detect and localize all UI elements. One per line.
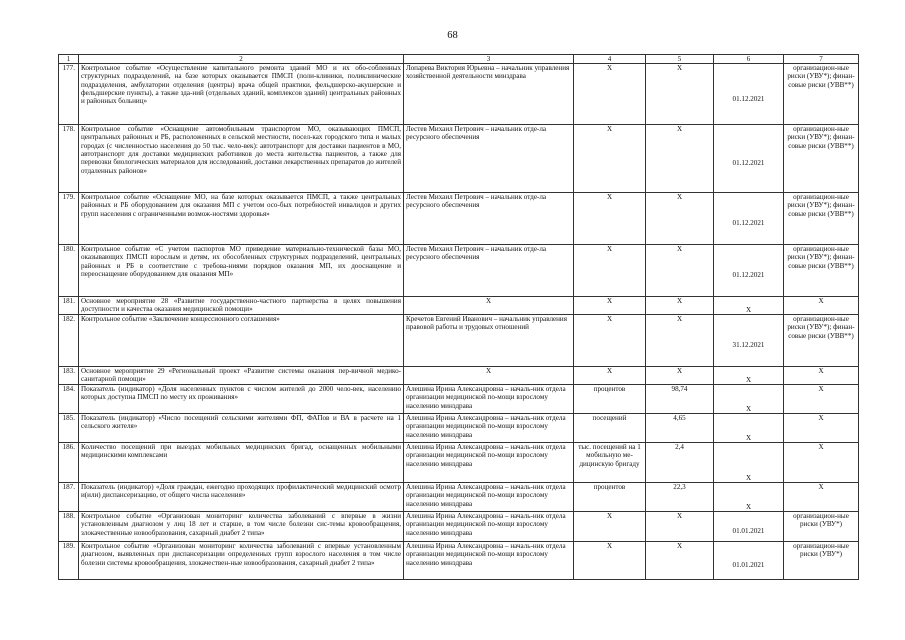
- risk-cell: X: [784, 483, 859, 512]
- responsible-person: X: [404, 297, 574, 315]
- row-number: 180.: [59, 245, 79, 297]
- unit-cell: X: [574, 297, 646, 315]
- value-cell: X: [646, 542, 714, 580]
- row-number: 189.: [59, 542, 79, 580]
- header-col-6: 6: [714, 55, 784, 64]
- risk-cell: организацион-ные риски (УВУ*); финан-совые риски (УВВ**): [784, 315, 859, 367]
- value-cell: X: [646, 297, 714, 315]
- row-number: 177.: [59, 64, 79, 125]
- date-cell: 01.12.2021: [714, 245, 784, 297]
- responsible-person: Лестев Михаил Петрович – начальник отде-ла ресурсного обеспечения: [404, 193, 574, 245]
- value-cell: 2,4: [646, 443, 714, 483]
- header-row: [59, 55, 859, 64]
- value-cell: 4,65: [646, 414, 714, 443]
- date-cell: 01.12.2021: [714, 125, 784, 193]
- measures-table: [58, 54, 859, 580]
- unit-cell: тыс. посещений на 1 мобильную ме-дицинскую бригаду: [574, 443, 646, 483]
- event-text: Контрольное событие «Осуществление капитального ремонта зданий МО и их обо-собленных структурных подразделений, на базе которых оказывается ПМСП (поли-клиники, поликлинические подразделения, амбулатории отделения (центры) врача общей практики, фельдшерско-акушерские и фельдшерские пункты), а также зда-ний (отдельных зданий, комплексов зданий) центральных районных и районных больниц»: [79, 64, 404, 125]
- table-row: [59, 245, 859, 297]
- risk-cell: организацион-ные риски (УВУ*): [784, 542, 859, 580]
- event-text: Контрольное событие «Организован мониторинг количества заболеваний с впервые установленным диагнозом, выявленных при диспансеризации определенных групп взрослого населения в том числе болезни системы кровообращения, злокачествен-ные новообразования, сахарный диабет 2 типа»: [79, 542, 404, 580]
- event-text: Контрольное событие «Оснащение автомобильным транспортом МО, оказывающих ПМСП, центральных районных и РБ, расположенных в сельской местности, посел-ках городского типа и малых городах (с численностью населения до 50 тыс. чело-век): автотранспорт для доставки пациентов в МО, автотранспорт для доставки медицинских работников до места жительства пациентов, а также для перевозки биологических материалов для исследований, доставки лекарственных препаратов до жителей отдаленных районов»: [79, 125, 404, 193]
- date-cell: X: [714, 385, 784, 414]
- header-col-3: 3: [404, 55, 574, 64]
- unit-cell: X: [574, 193, 646, 245]
- row-number: 188.: [59, 512, 79, 542]
- event-text: Контрольное событие «Организован мониторинг количества заболеваний с впервые в жизни установленным диагнозом у лиц 18 лет и старше, в том числе болезни сис-темы кровообращения, злокачественные новообразования, сахарный диабет 2 типа»: [79, 512, 404, 542]
- responsible-person: Алешина Ирина Александровна – началь-ник отдела организации медицинской по-мощи взрослому населению минздрава: [404, 483, 574, 512]
- unit-cell: процентов: [574, 483, 646, 512]
- risk-cell: организацион-ные риски (УВУ*); финан-совые риски (УВВ**): [784, 64, 859, 125]
- risk-cell: организацион-ные риски (УВУ*); финан-совые риски (УВВ**): [784, 193, 859, 245]
- date-cell: X: [714, 414, 784, 443]
- header-col-4: 4: [574, 55, 646, 64]
- header-col-7: 7: [784, 55, 859, 64]
- unit-cell: X: [574, 245, 646, 297]
- value-cell: X: [646, 245, 714, 297]
- event-text: Показатель (индикатор) «Доля населенных пунктов с числом жителей до 2000 чело-век, населению которых доступна ПМСП по месту их проживания»: [79, 385, 404, 414]
- value-cell: X: [646, 64, 714, 125]
- row-number: 181.: [59, 297, 79, 315]
- table-row: [59, 483, 859, 512]
- responsible-person: Алешина Ирина Александровна – началь-ник отдела организации медицинской по-мощи взрослому населению минздрава: [404, 385, 574, 414]
- date-cell: X: [714, 483, 784, 512]
- header-col-5: 5: [646, 55, 714, 64]
- date-cell: X: [714, 367, 784, 385]
- responsible-person: Алешина Ирина Александровна – началь-ник отдела организации медицинской по-мощи взрослому населению минздрава: [404, 542, 574, 580]
- responsible-person: Лестев Михаил Петрович – начальник отде-ла ресурсного обеспечения: [404, 245, 574, 297]
- row-number: 187.: [59, 483, 79, 512]
- table-row: [59, 385, 859, 414]
- event-text: Показатель (индикатор) «Доля граждан, ежегодно проходящих профилактический медицинский осмотр и(или) диспансеризацию, от общего числа населения»: [79, 483, 404, 512]
- row-number: 183.: [59, 367, 79, 385]
- risk-cell: организацион-ные риски (УВУ*); финан-совые риски (УВВ**): [784, 125, 859, 193]
- value-cell: X: [646, 125, 714, 193]
- table-row: [59, 125, 859, 193]
- unit-cell: X: [574, 542, 646, 580]
- table-row: [59, 64, 859, 125]
- table-row: [59, 443, 859, 483]
- responsible-person: Алешина Ирина Александровна – началь-ник отдела организации медицинской по-мощи взрослому населению минздрава: [404, 512, 574, 542]
- header-col-2: 2: [79, 55, 404, 64]
- risk-cell: организацион-ные риски (УВУ*): [784, 512, 859, 542]
- responsible-person: Алешина Ирина Александровна – началь-ник отдела организации медицинской по-мощи взрослому населению минздрава: [404, 414, 574, 443]
- value-cell: X: [646, 315, 714, 367]
- value-cell: X: [646, 367, 714, 385]
- event-text: Основное мероприятие 28 «Развитие государственно-частного партнерства в целях повышения доступности и качества оказания медицинской помощи»: [79, 297, 404, 315]
- value-cell: 98,74: [646, 385, 714, 414]
- risk-cell: X: [784, 297, 859, 315]
- row-number: 186.: [59, 443, 79, 483]
- table-row: [59, 414, 859, 443]
- responsible-person: Кречетов Евгений Иванович – начальник управления правовой работы и трудовых отношений: [404, 315, 574, 367]
- event-text: Показатель (индикатор) «Число посещений сельскими жителями ФП, ФАПов и ВА в расчете на 1 сельского жителя»: [79, 414, 404, 443]
- unit-cell: X: [574, 367, 646, 385]
- row-number: 182.: [59, 315, 79, 367]
- value-cell: X: [646, 193, 714, 245]
- page-number: 68: [447, 30, 458, 41]
- responsible-person: Лопарева Виктория Юрьевна – начальник управления хозяйственной деятельности минздрава: [404, 64, 574, 125]
- event-text: Основное мероприятие 29 «Региональный проект «Развитие системы оказания пер-вичной медико-санитарной помощи»: [79, 367, 404, 385]
- table-row: [59, 315, 859, 367]
- date-cell: 31.12.2021: [714, 315, 784, 367]
- date-cell: 01.01.2021: [714, 542, 784, 580]
- row-number: 184.: [59, 385, 79, 414]
- event-text: Контрольное событие «С учетом паспортов МО приведение материально-технической базы МО, оказывающих ПМСП взрослым и детям, их обособленных структурных подразделений, центральных районных и РБ в соответствие с требова-ниями порядков оказания МП, их дооснащение и переоснащение оборудованием для оказания МП»: [79, 245, 404, 297]
- risk-cell: X: [784, 367, 859, 385]
- unit-cell: X: [574, 125, 646, 193]
- unit-cell: X: [574, 512, 646, 542]
- responsible-person: Лестев Михаил Петрович – начальник отде-ла ресурсного обеспечения: [404, 125, 574, 193]
- unit-cell: посещений: [574, 414, 646, 443]
- row-number: 185.: [59, 414, 79, 443]
- responsible-person: Алешина Ирина Александровна – началь-ник отдела организации медицинской по-мощи взрослому населению минздрава: [404, 443, 574, 483]
- event-text: Контрольное событие «Заключение концессионного соглашения»: [79, 315, 404, 367]
- responsible-person: X: [404, 367, 574, 385]
- table-row: [59, 297, 859, 315]
- table-row: [59, 512, 859, 542]
- table-row: [59, 193, 859, 245]
- date-cell: X: [714, 443, 784, 483]
- table-row: [59, 367, 859, 385]
- date-cell: 01.12.2021: [714, 64, 784, 125]
- risk-cell: организацион-ные риски (УВУ*); финан-совые риски (УВВ**): [784, 245, 859, 297]
- row-number: 179.: [59, 193, 79, 245]
- date-cell: 01.12.2021: [714, 193, 784, 245]
- date-cell: 01.01.2021: [714, 512, 784, 542]
- risk-cell: X: [784, 414, 859, 443]
- risk-cell: X: [784, 443, 859, 483]
- value-cell: X: [646, 512, 714, 542]
- value-cell: 22,3: [646, 483, 714, 512]
- table-row: [59, 542, 859, 580]
- row-number: 178.: [59, 125, 79, 193]
- event-text: Количество посещений при выездах мобильных медицинских бригад, оснащенных мобильными медицинскими комплексами: [79, 443, 404, 483]
- unit-cell: X: [574, 64, 646, 125]
- risk-cell: X: [784, 385, 859, 414]
- event-text: Контрольное событие «Оснащение МО, на базе которых оказывается ПМСП, а также центральных районных и РБ оборудованием для оказания МП с учетом осо-бых потребностей инвалидов и других групп населения с ограниченными возмож-ностями здоровья»: [79, 193, 404, 245]
- date-cell: X: [714, 297, 784, 315]
- unit-cell: X: [574, 315, 646, 367]
- header-col-1: 1: [59, 55, 79, 64]
- unit-cell: процентов: [574, 385, 646, 414]
